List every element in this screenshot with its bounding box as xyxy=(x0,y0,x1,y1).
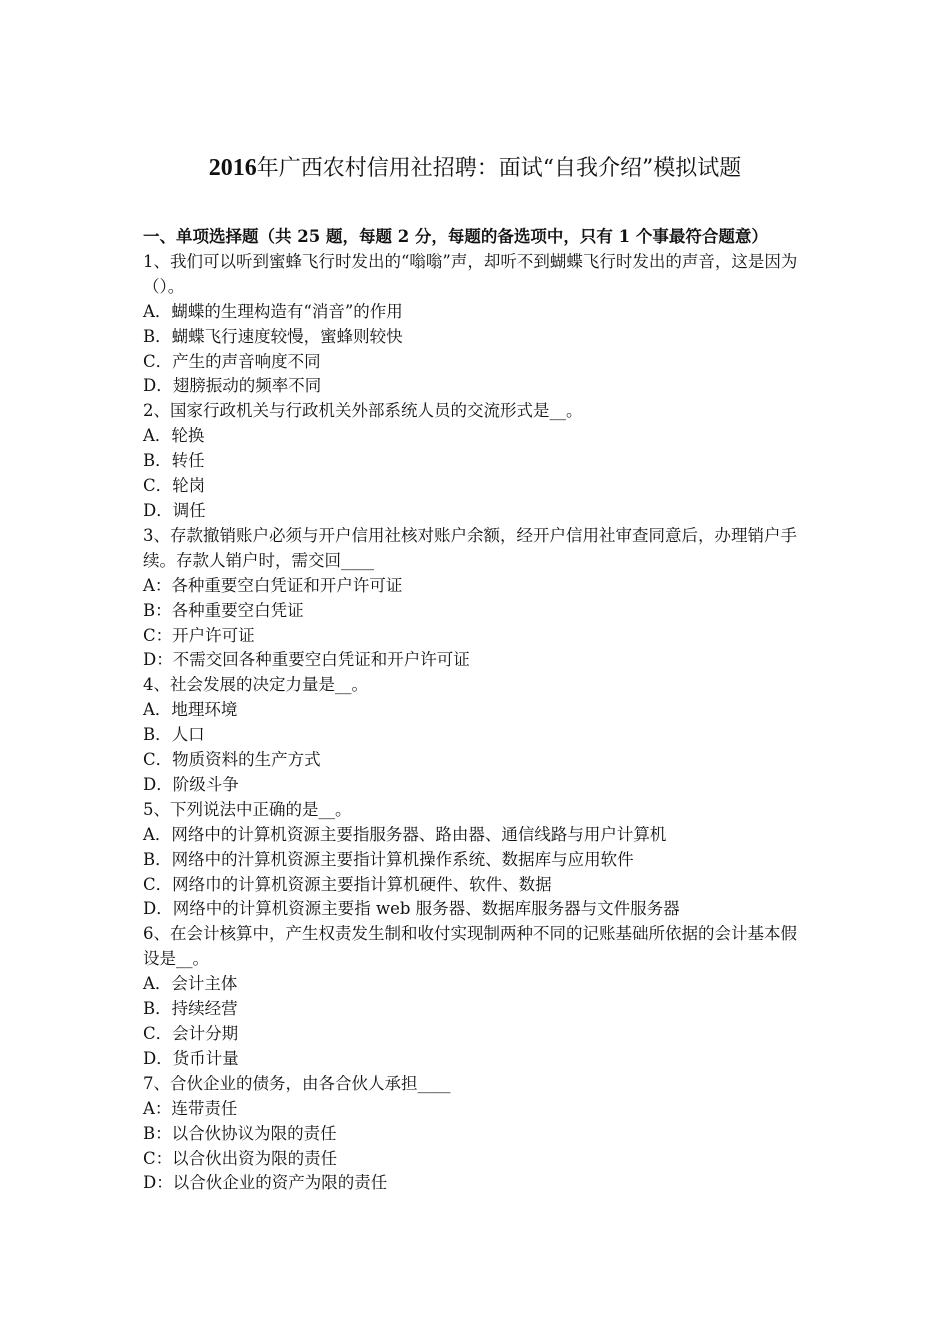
question-option: B：以合伙协议为限的责任 xyxy=(143,1123,337,1143)
question-option: D．网络中的计算机资源主要指 web 服务器、数据库服务器与文件服务器 xyxy=(143,899,680,919)
question-stem: 5、下列说法中正确的是__。 xyxy=(143,799,352,819)
question-option: D．翅膀振动的频率不同 xyxy=(143,376,322,396)
question-option: C．物质资料的生产方式 xyxy=(143,750,321,770)
question-option: B．人口 xyxy=(143,725,205,745)
document-title-year: 2016 xyxy=(208,155,257,181)
document-body xyxy=(143,225,811,1196)
question-option: A．蝴蝶的生理构造有“消音”的作用 xyxy=(143,301,403,321)
question-4 xyxy=(143,673,811,798)
question-2 xyxy=(143,399,811,524)
question-option: C：以合伙出资为限的责任 xyxy=(143,1148,338,1168)
question-option: A．网络中的计算机资源主要指服务器、路由器、通信线路与用户计算机 xyxy=(143,824,667,844)
question-5 xyxy=(143,798,811,923)
question-option: A．会计主体 xyxy=(143,974,238,994)
question-option: D：以合伙企业的资产为限的责任 xyxy=(143,1173,388,1193)
question-6 xyxy=(143,922,811,1071)
question-option: C．产生的声音响度不同 xyxy=(143,351,321,371)
question-option: D．调任 xyxy=(143,500,206,520)
question-option: C．轮岗 xyxy=(143,476,206,496)
question-option: B．网络中的汁算机资源主要指计算机操作系统、数据库与应用软件 xyxy=(143,849,634,869)
question-option: A．轮换 xyxy=(143,426,205,446)
question-stem: 4、社会发展的决定力量是__。 xyxy=(143,675,368,695)
question-stem: 6、在会计核算中，产生权责发生制和收付实现制两种不同的记账基础所依据的会计基本假设是__。 xyxy=(143,924,797,969)
question-option: A：各种重要空白凭证和开户许可证 xyxy=(143,575,403,595)
question-option: B：各种重要空白凭证 xyxy=(143,600,304,620)
question-option: A．地理环境 xyxy=(143,700,238,720)
section-heading: 一、单项选择题（共 25 题，每题 2 分，每题的备选项中，只有 1 个事最符合题意） xyxy=(143,227,768,246)
document-title xyxy=(0,150,950,187)
question-stem: 2、国家行政机关与行政机关外部系统人员的交流形式是__。 xyxy=(143,401,583,421)
question-stem: 7、合伙企业的债务，由各合伙人承担____ xyxy=(143,1073,451,1093)
document-title-text: 年广西农村信用社招聘：面试“自我介绍”模拟试题 xyxy=(256,156,742,181)
question-option: A：连带责任 xyxy=(143,1098,238,1118)
question-option: C．网络巾的计算机资源主要指计算机硬件、软件、数据 xyxy=(143,874,552,894)
question-7 xyxy=(143,1072,811,1197)
question-option: C．会计分期 xyxy=(143,1024,239,1043)
question-3 xyxy=(143,524,811,673)
question-option: B．转任 xyxy=(143,451,205,471)
question-stem: 1、我们可以听到蜜蜂飞行时发出的“嗡嗡”声，却听不到蝴蝶飞行时发出的声音，这是因为（）。 xyxy=(143,251,798,296)
question-option: D．阶级斗争 xyxy=(143,774,239,794)
question-option: D．货币计量 xyxy=(143,1048,239,1068)
question-stem: 3、存款撤销账户必须与开户信用社核对账户余额，经开户信用社审查同意后，办理销户手续。存款人销户时，需交回____ xyxy=(143,525,797,570)
question-option: B．蝴蝶飞行速度较慢，蜜蜂则较快 xyxy=(143,326,403,346)
question-1 xyxy=(143,250,811,399)
question-option: B．持续经营 xyxy=(143,999,238,1019)
question-option: C：开户许可证 xyxy=(143,625,255,645)
question-option: D：不需交回各种重要空白凭证和开户许可证 xyxy=(143,650,470,670)
